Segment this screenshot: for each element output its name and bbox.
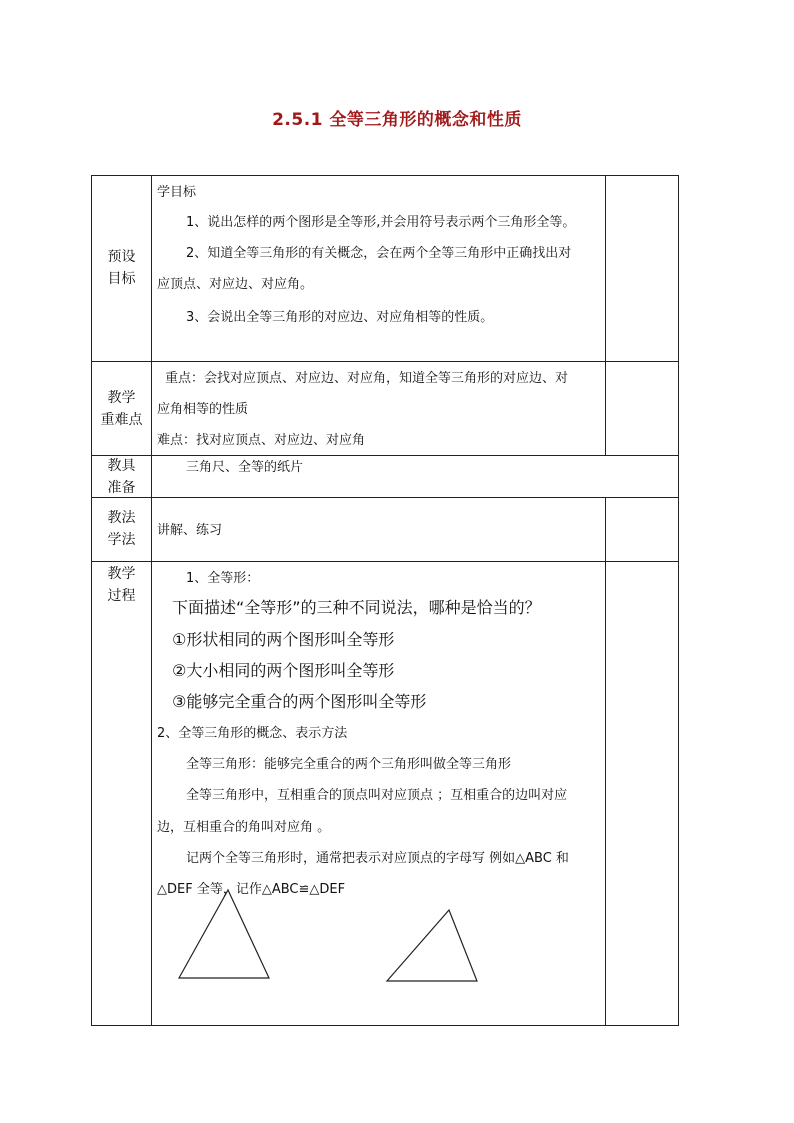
process-question: 下面描述“全等形”的三种不同说法，哪种是恰当的？ [172,598,541,617]
triangle-abc [179,890,269,978]
methods-content: 讲解、练习 [157,523,223,538]
process-option-3: ③能够完全重合的两个图形叫全等形 [172,692,427,711]
process-option-2: ②大小相同的两个图形叫全等形 [172,661,395,680]
process-notation-1: 记两个全等三角形时，通常把表示对应顶点的字母写 例如△ABC 和 [186,851,569,866]
goals-line-2b: 应顶点、对应边、对应角。 [157,277,314,292]
goals-line-1: 1、说出怎样的两个图形是全等形,并会用符号表示两个三角形全等。 [186,215,576,230]
keypoints-line-2: 应角相等的性质 [157,402,249,417]
tools-label: 教具 准备 [107,458,136,496]
process-definition: 全等三角形：能够完全重合的两个三角形叫做全等三角形 [186,757,512,772]
process-option-1: ①形状相同的两个图形叫全等形 [172,630,395,649]
triangle-def [387,910,477,981]
goals-line-3: 3、会说出全等三角形的对应边、对应角相等的性质。 [186,310,494,325]
process-correspondence-1: 全等三角形中，互相重合的顶点叫对应顶点 ；互相重合的边叫对应 [186,788,568,803]
process-item-2: 2、全等三角形的概念、表示方法 [157,726,348,741]
page-title: 2.5.1 全等三角形的概念和性质 [272,110,522,130]
tools-content: 三角尺、全等的纸片 [186,460,304,475]
goals-line-2a: 2、知道全等三角形的有关概念，会在两个全等三角形中正确找出对 [186,246,572,261]
keypoints-line-3: 难点：找对应顶点、对应边、对应角 [157,433,366,448]
goals-label: 预设 目标 [107,249,136,287]
process-correspondence-2: 边，互相重合的角叫对应角 。 [157,820,331,835]
goals-heading: 学目标 [157,185,197,200]
keypoints-label: 教学 重难点 [100,390,143,428]
process-notation-2: △DEF 全等，记作△ABC≌△DEF [157,882,346,897]
methods-label: 教法 学法 [107,510,136,548]
process-label: 教学 过程 [107,566,136,604]
process-item-1: 1、全等形： [186,571,260,586]
keypoints-line-1: 重点：会找对应顶点、对应边、对应角，知道全等三角形的对应边、对 [165,371,569,386]
